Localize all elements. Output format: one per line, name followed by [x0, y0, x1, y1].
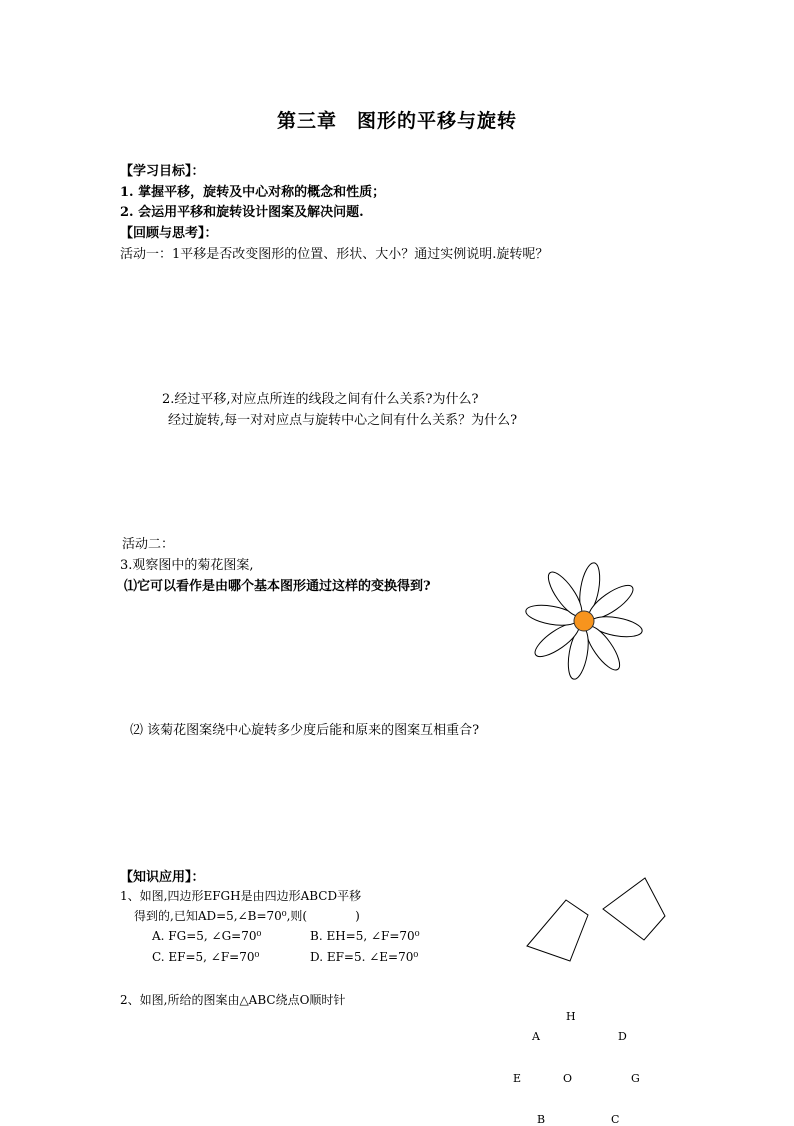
point-label-c: C	[611, 1113, 620, 1126]
point-label-b: B	[537, 1113, 546, 1126]
goal-item-2: 2. 会运用平移和旋转设计图案及解决问题.	[120, 205, 364, 220]
point-label-h: H	[566, 1010, 576, 1023]
question-2-line-1: 2.经过平移,对应点所连的线段之间有什么关系?为什么?	[162, 392, 479, 407]
question-3: 3.观察图中的菊花图案,	[120, 558, 254, 573]
quadrilateral-abcd	[527, 900, 588, 961]
problem-1-line-1: 1、如图,四边形EFGH是由四边形ABCD平移	[120, 889, 362, 903]
activity-two-label: 活动二：	[122, 537, 175, 552]
page-title: 第三章 图形的平移与旋转	[276, 110, 517, 132]
point-label-d: D	[618, 1030, 627, 1043]
point-label-e: E	[513, 1072, 522, 1085]
quadrilateral-efgh	[603, 878, 665, 940]
review-heading: 【回顾与思考】：	[120, 226, 218, 241]
activity-one-question: 活动一：1平移是否改变图形的位置、形状、大小？通过实例说明.旋转呢？	[120, 247, 549, 262]
question-3-part-2: ⑵ 该菊花图案绕中心旋转多少度后能和原来的图案互相重合?	[130, 723, 480, 738]
goals-heading: 【学习目标】：	[120, 164, 205, 179]
option-b: B. EH=5, ∠F=70⁰	[310, 929, 420, 943]
question-2-line-2: 经过旋转,每一对对应点与旋转中心之间有什么关系？为什么?	[168, 413, 518, 428]
application-heading: 【知识应用】：	[120, 870, 205, 885]
option-a: A. FG=5, ∠G=70⁰	[152, 929, 262, 943]
problem-2-line-1: 2、如图,所给的图案由△ABC绕点O顺时针	[120, 993, 346, 1007]
question-3-part-1: ⑴它可以看作是由哪个基本图形通过这样的变换得到?	[124, 579, 431, 594]
point-label-a: A	[532, 1030, 540, 1043]
option-c: C. EF=5, ∠F=70⁰	[152, 950, 260, 964]
point-label-o: O	[563, 1072, 573, 1085]
problem-1-line-2: 得到的,已知AD=5,∠B=70⁰,则( )	[134, 909, 360, 923]
point-label-g: G	[631, 1072, 640, 1085]
goal-item-1: 1. 掌握平移，旋转及中心对称的概念和性质；	[120, 185, 386, 200]
option-d: D. EF=5. ∠E=70⁰	[310, 950, 419, 964]
